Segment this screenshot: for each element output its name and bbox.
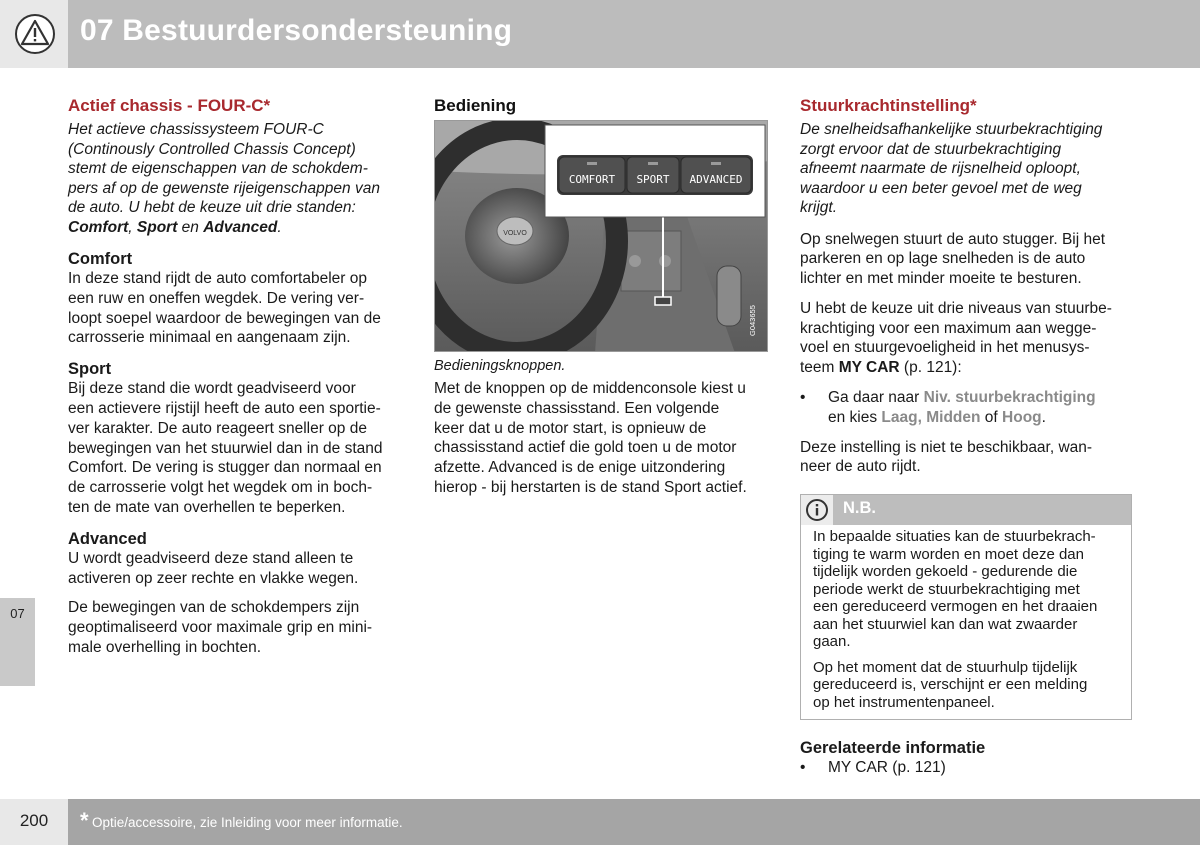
section-heading-four-c: Actief chassis - FOUR-C* bbox=[68, 96, 271, 115]
bullet-dot: • bbox=[800, 759, 806, 777]
column-steering bbox=[800, 95, 1132, 778]
damper-text: De bewegingen van de schokdempers zijn geoptimaliseerd voor maximale grip en mini- male overhelling in bochten. bbox=[68, 599, 373, 656]
dashboard-illustration bbox=[435, 121, 768, 352]
control-buttons-image bbox=[434, 120, 768, 352]
note-header bbox=[801, 495, 1131, 525]
sport-title: Sport bbox=[68, 360, 112, 379]
comfort-button-label: COMFORT bbox=[568, 173, 616, 186]
page-number: 200 bbox=[19, 811, 49, 830]
related-info-title: Gerelateerde informatie bbox=[800, 739, 986, 758]
advanced-title: Advanced bbox=[68, 529, 147, 548]
chapter-side-tab-label: 07 bbox=[10, 606, 25, 621]
sport-text: Bij deze stand die wordt geadviseerd voor een actievere rijstijl heeft de auto een sportie- ver karakter. De auto reageert sneller op de bewegingen van het stuurwiel dan in de stand Comfort. De vering is stugger dan normaal en de carrosserie volgt het wegdek om in boch- ten de mate van overhellen te beperken. bbox=[68, 380, 383, 516]
advanced-button-label: ADVANCED bbox=[689, 173, 743, 186]
note-title: N.B. bbox=[843, 499, 876, 518]
steering-intro: De snelheidsafhankelijke stuurbekrachtiging zorgt ervoor dat de stuurbekrachtiging afneemt naarmate de rijsnelheid oploopt, waardoor u een beter gevoel met de weg krijgt. bbox=[800, 121, 1103, 216]
option-midden: Midden bbox=[926, 408, 981, 426]
note-box bbox=[800, 494, 1132, 720]
related-link-mycar[interactable]: MY CAR (p. 121) bbox=[828, 759, 946, 777]
option-laag: Laag bbox=[881, 408, 918, 426]
option-hoog: Hoog bbox=[1002, 408, 1042, 426]
mycar-menu-ref: MY CAR bbox=[838, 359, 900, 377]
menu-term-steering-level: Niv. stuurbekrachtiging bbox=[923, 389, 1096, 407]
comfort-text: In deze stand rijdt de auto comfortabeler op een ruw en oneffen wegdek. De vering ver- loopt soepel waardoor de bewegingen van de carrosserie minimaal en aangenaam zijn. bbox=[68, 270, 381, 347]
steering-menu-bullet: • Ga daar naar Niv. stuurbekrachtiging en kies Laag, Midden of Hoog. bbox=[800, 389, 1096, 426]
info-icon bbox=[801, 495, 833, 525]
image-code: G043655 bbox=[748, 305, 757, 336]
footer-star: * bbox=[80, 808, 89, 833]
column-operation bbox=[434, 95, 770, 498]
image-caption: Bedieningsknoppen. bbox=[434, 358, 566, 374]
operation-text: Met de knoppen op de middenconsole kiest u de gewenste chassisstand. Een volgende keer dat u de motor start, is opnieuw de chassisstand actief die gold toen u de motor afzette. Advanced is de enige uitzondering hierop - bij herstarten is de stand Sport actief. bbox=[434, 380, 747, 496]
note-body bbox=[801, 525, 1131, 719]
sport-button-label: SPORT bbox=[636, 173, 670, 186]
related-info-item[interactable] bbox=[800, 758, 1132, 778]
warning-triangle-icon bbox=[14, 13, 56, 55]
advanced-text: U wordt geadviseerd deze stand alleen te activeren op zeer rechte en vlakke wegen. bbox=[68, 549, 359, 587]
steering-paragraph-1: Op snelwegen stuurt de auto stugger. Bij het parkeren en op lage snelheden is de auto lichter en met minder moeite te besturen. bbox=[800, 230, 1106, 288]
section-heading-bediening: Bediening bbox=[434, 96, 517, 115]
comfort-title: Comfort bbox=[68, 250, 133, 268]
chapter-title: 07 Bestuurdersondersteuning bbox=[80, 14, 513, 47]
steering-paragraph-2: U hebt de keuze uit drie niveaus van stuurbe- krachtiging voor een maximum aan wegge- voel en stuurgevoeligheid in het menusys- teem MY CAR (p. 121): bbox=[800, 299, 1112, 377]
column-chassis bbox=[68, 95, 400, 658]
bullet-dot: • bbox=[800, 389, 806, 407]
note-paragraph-1: In bepaalde situaties kan de stuurbekrach- tiging te warm worden en moet deze dan tijdelijk worden gekoeld - gedurende die periode werkt de stuurbekrachtiging met een gereduceerd vermogen en het draaien aan het stuurwiel kan dan wat zwaarder gaan. bbox=[813, 528, 1098, 651]
footer-note: Optie/accessoire, zie Inleiding voor meer informatie. bbox=[92, 815, 403, 830]
header-icon-box bbox=[0, 0, 68, 68]
steering-paragraph-3: Deze instelling is niet te beschikbaar, wan- neer de auto rijdt. bbox=[800, 438, 1093, 476]
four-c-intro: Het actieve chassissysteem FOUR-C (Continously Controlled Chassis Concept) stemt de eigenschappen van de schokdem- pers af op de gewenste rijeigenschappen van de auto. U hebt de keuze uit drie standen: Comfort, Sport en Advanced. bbox=[68, 121, 380, 236]
section-heading-steering: Stuurkrachtinstelling* bbox=[800, 96, 977, 115]
note-paragraph-2: Op het moment dat de stuurhulp tijdelijk gereduceerd is, verschijnt er een melding op het instrumentenpaneel. bbox=[813, 658, 1088, 711]
volvo-logo: VOLVO bbox=[503, 230, 527, 237]
